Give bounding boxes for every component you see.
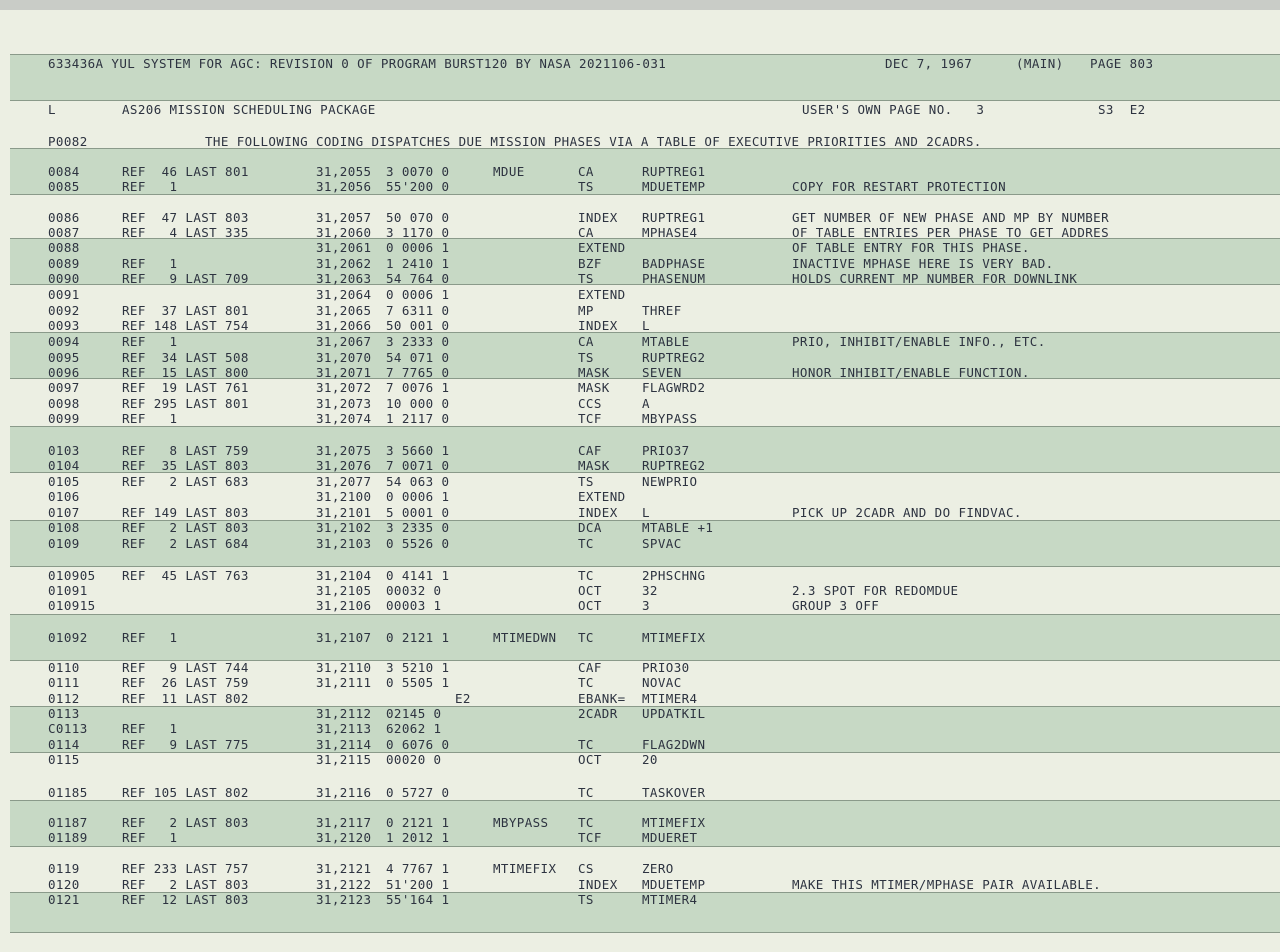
row-operand: PHASENUM	[642, 271, 706, 286]
row-address: 31,2105	[316, 583, 372, 598]
row-comment: OF TABLE ENTRIES PER PHASE TO GET ADDRES	[792, 225, 1110, 240]
row-line-number: 0104	[48, 458, 80, 473]
row-line-number: 0085	[48, 179, 80, 194]
row-line-number: 0092	[48, 303, 80, 318]
band-rule	[10, 194, 1280, 195]
row-ref-info: REF 2 LAST 684	[122, 536, 249, 551]
row-operand: 20	[642, 752, 658, 767]
row-octal-value: 51'200 1	[386, 877, 450, 892]
row-operand: L	[642, 318, 650, 333]
row-opcode: TC	[578, 536, 594, 551]
row-opcode: TC	[578, 785, 594, 800]
row-opcode: TS	[578, 892, 594, 907]
row-line-number: 0089	[48, 256, 80, 271]
row-octal-value: 3 2333 0	[386, 334, 450, 349]
row-ref-info: REF 46 LAST 801	[122, 164, 249, 179]
row-line-number: 0120	[48, 877, 80, 892]
row-comment: GROUP 3 OFF	[792, 598, 880, 613]
row-octal-value: 0 2121 1	[386, 815, 450, 830]
row-comment: HOLDS CURRENT MP NUMBER FOR DOWNLINK	[792, 271, 1078, 286]
row-octal-value: 0 2121 1	[386, 630, 450, 645]
row-operand: MBYPASS	[642, 411, 698, 426]
row-octal-value: 3 5210 1	[386, 660, 450, 675]
band-rule	[10, 566, 1280, 567]
row-opcode: CCS	[578, 396, 602, 411]
row-operand: RUPTREG2	[642, 458, 706, 473]
row-comment: INACTIVE MPHASE HERE IS VERY BAD.	[792, 256, 1054, 271]
row-ref-info: REF 1	[122, 411, 178, 426]
row-address: 31,2057	[316, 210, 372, 225]
row-address: 31,2122	[316, 877, 372, 892]
row-ref-info: REF 2 LAST 803	[122, 520, 249, 535]
row-octal-value: 54 071 0	[386, 350, 450, 365]
row-octal-value: 0 0006 1	[386, 240, 450, 255]
row-operand: MDUETEMP	[642, 179, 706, 194]
row-opcode: TS	[578, 179, 594, 194]
row-octal-value: 0 4141 1	[386, 568, 450, 583]
row-comment: OF TABLE ENTRY FOR THIS PHASE.	[792, 240, 1030, 255]
row-opcode: TC	[578, 815, 594, 830]
row-operand: 2PHSCHNG	[642, 568, 706, 583]
row-octal-value: 0 0006 1	[386, 287, 450, 302]
band-rule	[10, 100, 1280, 101]
row-address: 31,2113	[316, 721, 372, 736]
row-octal-value: 3 5660 1	[386, 443, 450, 458]
row-line-number: 0093	[48, 318, 80, 333]
row-octal-value: 0 5727 0	[386, 785, 450, 800]
row-address: 31,2070	[316, 350, 372, 365]
row-line-number: 0109	[48, 536, 80, 551]
row-operand: FLAG2DWN	[642, 737, 706, 752]
row-operand: MTIMER4	[642, 892, 698, 907]
row-line-number: 01185	[48, 785, 88, 800]
row-address: 31,2077	[316, 474, 372, 489]
row-line-number: 0087	[48, 225, 80, 240]
row-ref-info: REF 45 LAST 763	[122, 568, 249, 583]
row-line-number: 0103	[48, 443, 80, 458]
row-opcode: BZF	[578, 256, 602, 271]
row-operand: MTIMEFIX	[642, 630, 706, 645]
row-ref-info: REF 9 LAST 775	[122, 737, 249, 752]
row-operand: UPDATKIL	[642, 706, 706, 721]
row-opcode: INDEX	[578, 505, 618, 520]
row-line-number: 0110	[48, 660, 80, 675]
row-ref-info: REF 4 LAST 335	[122, 225, 249, 240]
row-opcode: TS	[578, 474, 594, 489]
page-code: P0082	[48, 134, 88, 149]
row-operand: A	[642, 396, 650, 411]
row-ref-info: REF 233 LAST 757	[122, 861, 249, 876]
row-ref-info: REF 1	[122, 179, 178, 194]
row-line-number: 01189	[48, 830, 88, 845]
row-opcode: MASK	[578, 380, 610, 395]
row-opcode: CAF	[578, 443, 602, 458]
row-octal-value: 0 6076 0	[386, 737, 450, 752]
row-opcode: TCF	[578, 411, 602, 426]
row-comment: GET NUMBER OF NEW PHASE AND MP BY NUMBER	[792, 210, 1110, 225]
header-code: S3 E2	[1098, 102, 1146, 117]
scan-top-edge	[0, 0, 1280, 10]
row-octal-value: 1 2410 1	[386, 256, 450, 271]
header-main: (MAIN)	[1016, 56, 1064, 71]
row-comment: MAKE THIS MTIMER/MPHASE PAIR AVAILABLE.	[792, 877, 1102, 892]
row-opcode: OCT	[578, 598, 602, 613]
row-octal-value: 3 0070 0	[386, 164, 450, 179]
row-line-number: 0106	[48, 489, 80, 504]
row-opcode: EBANK=	[578, 691, 626, 706]
row-opcode: EXTEND	[578, 287, 626, 302]
row-line-number: 010905	[48, 568, 96, 583]
row-ref-info: REF 2 LAST 683	[122, 474, 249, 489]
row-octal-value: 00020 0	[386, 752, 442, 767]
row-opcode: EXTEND	[578, 240, 626, 255]
row-operand: RUPTREG2	[642, 350, 706, 365]
row-address: 31,2112	[316, 706, 372, 721]
row-octal-value: 02145 0	[386, 706, 442, 721]
header-date: DEC 7, 1967	[885, 56, 973, 71]
row-address: 31,2116	[316, 785, 372, 800]
row-line-number: 0084	[48, 164, 80, 179]
row-line-number: 01091	[48, 583, 88, 598]
row-address: 31,2065	[316, 303, 372, 318]
row-opcode: MASK	[578, 365, 610, 380]
row-operand: MDUETEMP	[642, 877, 706, 892]
row-operand: MDUERET	[642, 830, 698, 845]
row-line-number: 0097	[48, 380, 80, 395]
row-address: 31,2063	[316, 271, 372, 286]
row-opcode: INDEX	[578, 877, 618, 892]
row-line-number: 010915	[48, 598, 96, 613]
row-line-number: 01187	[48, 815, 88, 830]
row-address: 31,2111	[316, 675, 372, 690]
row-ref-info: REF 2 LAST 803	[122, 815, 249, 830]
row-ref-info: REF 47 LAST 803	[122, 210, 249, 225]
row-opcode: TC	[578, 630, 594, 645]
row-ref-info: REF 148 LAST 754	[122, 318, 249, 333]
row-address: 31,2074	[316, 411, 372, 426]
row-ref-info: REF 149 LAST 803	[122, 505, 249, 520]
row-address: 31,2062	[316, 256, 372, 271]
row-line-number: 0112	[48, 691, 80, 706]
row-comment: HONOR INHIBIT/ENABLE FUNCTION.	[792, 365, 1030, 380]
row-opcode: INDEX	[578, 318, 618, 333]
row-line-number: 0113	[48, 706, 80, 721]
row-operand: MPHASE4	[642, 225, 698, 240]
row-address: 31,2120	[316, 830, 372, 845]
row-line-number: 0095	[48, 350, 80, 365]
row-octal-value: 0 5526 0	[386, 536, 450, 551]
row-line-number: 0107	[48, 505, 80, 520]
row-operand: THREF	[642, 303, 682, 318]
band-rule	[10, 846, 1280, 847]
row-line-number: 0119	[48, 861, 80, 876]
row-operand: PRIO37	[642, 443, 690, 458]
row-octal-value: 00032 0	[386, 583, 442, 598]
row-line-number: 0108	[48, 520, 80, 535]
row-address: 31,2100	[316, 489, 372, 504]
row-line-number: 0111	[48, 675, 80, 690]
row-operand: MTIMER4	[642, 691, 698, 706]
row-operand: NOVAC	[642, 675, 682, 690]
user-page-number: USER'S OWN PAGE NO. 3	[802, 102, 985, 117]
row-operand: 3	[642, 598, 650, 613]
row-ref-info: REF 1	[122, 830, 178, 845]
row-opcode: DCA	[578, 520, 602, 535]
row-octal-value: 50 001 0	[386, 318, 450, 333]
row-ref-info: REF 11 LAST 802	[122, 691, 249, 706]
row-octal-value: 55'200 0	[386, 179, 450, 194]
row-opcode: TCF	[578, 830, 602, 845]
row-address: 31,2072	[316, 380, 372, 395]
row-ref-info: REF 37 LAST 801	[122, 303, 249, 318]
row-line-number: 0105	[48, 474, 80, 489]
row-address: 31,2102	[316, 520, 372, 535]
row-ref-info: REF 1	[122, 630, 178, 645]
row-operand: SEVEN	[642, 365, 682, 380]
row-operand: RUPTREG1	[642, 210, 706, 225]
row-line-number: C0113	[48, 721, 88, 736]
row-opcode: TS	[578, 271, 594, 286]
row-ref-info: REF 8 LAST 759	[122, 443, 249, 458]
row-opcode: CS	[578, 861, 594, 876]
row-label: MBYPASS	[493, 815, 549, 830]
row-octal-value: 0 5505 1	[386, 675, 450, 690]
row-operand: PRIO30	[642, 660, 690, 675]
header-left-code: L	[48, 102, 56, 117]
row-opcode: CA	[578, 334, 594, 349]
row-ref-info: REF 12 LAST 803	[122, 892, 249, 907]
row-ref-info: REF 35 LAST 803	[122, 458, 249, 473]
row-label: MTIMEDWN	[493, 630, 557, 645]
row-operand: BADPHASE	[642, 256, 706, 271]
row-address: 31,2060	[316, 225, 372, 240]
row-address: 31,2071	[316, 365, 372, 380]
row-ref-info: REF 295 LAST 801	[122, 396, 249, 411]
section-description: THE FOLLOWING CODING DISPATCHES DUE MISSION PHASES VIA A TABLE OF EXECUTIVE PRIORITIES AND 2CADRS.	[205, 134, 982, 149]
row-ref-info: REF 9 LAST 709	[122, 271, 249, 286]
row-line-number: 0099	[48, 411, 80, 426]
row-comment: PRIO, INHIBIT/ENABLE INFO., ETC.	[792, 334, 1046, 349]
row-opcode: TC	[578, 568, 594, 583]
row-opcode: CA	[578, 225, 594, 240]
row-address: 31,2061	[316, 240, 372, 255]
row-octal-value: 4 7767 1	[386, 861, 450, 876]
row-ref-info: REF 19 LAST 761	[122, 380, 249, 395]
row-opcode: CA	[578, 164, 594, 179]
row-address: 31,2123	[316, 892, 372, 907]
row-operand: 32	[642, 583, 658, 598]
row-operand: MTABLE +1	[642, 520, 714, 535]
row-line-number: 0091	[48, 287, 80, 302]
program-header: 633436A YUL SYSTEM FOR AGC: REVISION 0 OF PROGRAM BURST120 BY NASA 2021106-031	[48, 56, 667, 71]
row-line-number: 0096	[48, 365, 80, 380]
row-octal-value: 0 0006 1	[386, 489, 450, 504]
row-operand: NEWPRIO	[642, 474, 698, 489]
row-octal-value: 5 0001 0	[386, 505, 450, 520]
row-line-number: 0114	[48, 737, 80, 752]
header-page: PAGE 803	[1090, 56, 1154, 71]
row-opcode: MP	[578, 303, 594, 318]
row-operand: TASKOVER	[642, 785, 706, 800]
row-ref-info: REF 1	[122, 721, 178, 736]
row-ref-info: REF 1	[122, 256, 178, 271]
row-opcode: EXTEND	[578, 489, 626, 504]
row-octal-value: 54 063 0	[386, 474, 450, 489]
row-opcode: INDEX	[578, 210, 618, 225]
row-line-number: 0098	[48, 396, 80, 411]
row-octal-value: 1 2117 0	[386, 411, 450, 426]
row-comment: COPY FOR RESTART PROTECTION	[792, 179, 1006, 194]
row-address: 31,2103	[316, 536, 372, 551]
row-octal-value: 3 1170 0	[386, 225, 450, 240]
row-octal-value: 54 764 0	[386, 271, 450, 286]
row-operand: L	[642, 505, 650, 520]
row-octal-value: 7 0071 0	[386, 458, 450, 473]
row-address: 31,2104	[316, 568, 372, 583]
row-ref-info: REF 1	[122, 334, 178, 349]
row-opcode: TS	[578, 350, 594, 365]
row-octal-value: 7 0076 1	[386, 380, 450, 395]
row-opcode: OCT	[578, 752, 602, 767]
row-address: 31,2055	[316, 164, 372, 179]
row-address: 31,2067	[316, 334, 372, 349]
row-line-number: 0090	[48, 271, 80, 286]
row-octal-value: 7 6311 0	[386, 303, 450, 318]
row-line-number: 0094	[48, 334, 80, 349]
row-line-number: 0088	[48, 240, 80, 255]
row-comment: 2.3 SPOT FOR REDOMDUE	[792, 583, 959, 598]
row-address: 31,2064	[316, 287, 372, 302]
row-opcode: 2CADR	[578, 706, 618, 721]
row-address: 31,2114	[316, 737, 372, 752]
row-address: 31,2107	[316, 630, 372, 645]
row-operand: MTABLE	[642, 334, 690, 349]
package-title: AS206 MISSION SCHEDULING PACKAGE	[122, 102, 376, 117]
row-address: 31,2076	[316, 458, 372, 473]
row-ref-info: REF 2 LAST 803	[122, 877, 249, 892]
row-operand: MTIMEFIX	[642, 815, 706, 830]
row-address: 31,2056	[316, 179, 372, 194]
row-operand: SPVAC	[642, 536, 682, 551]
row-line-number: 0086	[48, 210, 80, 225]
row-address: 31,2121	[316, 861, 372, 876]
row-ref-info: REF 26 LAST 759	[122, 675, 249, 690]
row-address: 31,2075	[316, 443, 372, 458]
row-octal-value: 55'164 1	[386, 892, 450, 907]
row-ref-info: REF 34 LAST 508	[122, 350, 249, 365]
row-octal-value: E2	[455, 691, 471, 706]
row-ref-info: REF 9 LAST 744	[122, 660, 249, 675]
row-opcode: OCT	[578, 583, 602, 598]
band-rule	[10, 932, 1280, 933]
row-ref-info: REF 105 LAST 802	[122, 785, 249, 800]
row-octal-value: 7 7765 0	[386, 365, 450, 380]
row-address: 31,2106	[316, 598, 372, 613]
row-address: 31,2110	[316, 660, 372, 675]
row-octal-value: 62062 1	[386, 721, 442, 736]
row-operand: FLAGWRD2	[642, 380, 706, 395]
row-label: MDUE	[493, 164, 525, 179]
row-line-number: 01092	[48, 630, 88, 645]
row-opcode: TC	[578, 737, 594, 752]
row-octal-value: 00003 1	[386, 598, 442, 613]
row-comment: PICK UP 2CADR AND DO FINDVAC.	[792, 505, 1022, 520]
row-opcode: CAF	[578, 660, 602, 675]
row-line-number: 0115	[48, 752, 80, 767]
row-ref-info: REF 15 LAST 800	[122, 365, 249, 380]
row-octal-value: 50 070 0	[386, 210, 450, 225]
row-octal-value: 1 2012 1	[386, 830, 450, 845]
row-octal-value: 10 000 0	[386, 396, 450, 411]
row-octal-value: 3 2335 0	[386, 520, 450, 535]
row-opcode: TC	[578, 675, 594, 690]
row-operand: RUPTREG1	[642, 164, 706, 179]
row-operand: ZERO	[642, 861, 674, 876]
row-address: 31,2115	[316, 752, 372, 767]
row-label: MTIMEFIX	[493, 861, 557, 876]
row-address: 31,2073	[316, 396, 372, 411]
row-line-number: 0121	[48, 892, 80, 907]
row-address: 31,2117	[316, 815, 372, 830]
row-address: 31,2101	[316, 505, 372, 520]
row-address: 31,2066	[316, 318, 372, 333]
row-opcode: MASK	[578, 458, 610, 473]
